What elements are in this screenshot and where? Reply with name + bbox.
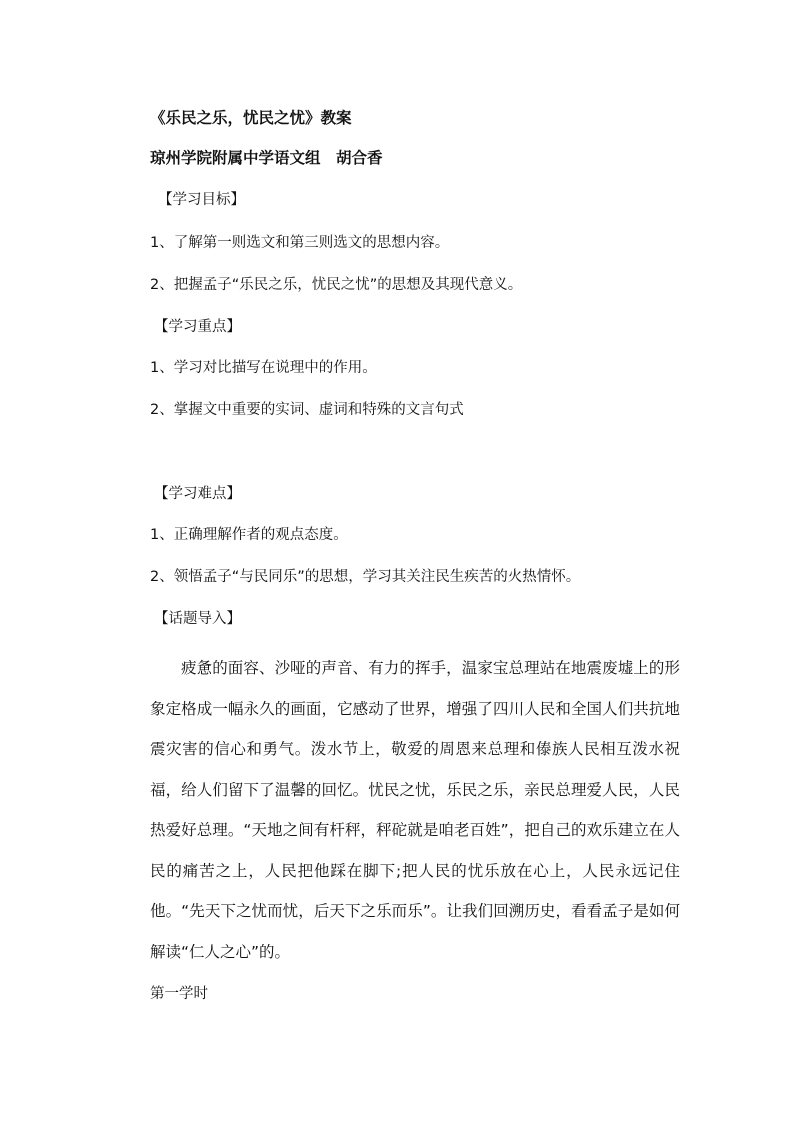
document-title: 《乐民之乐，忧民之忧》教案 [150, 109, 352, 127]
key-point-item: 1、学习对比描写在说理中的作用。 [150, 360, 377, 376]
intro-heading: 【话题导入】 [154, 611, 241, 627]
difficulty-item: 1、正确理解作者的观点态度。 [150, 527, 348, 543]
difficulties-heading: 【学习难点】 [154, 486, 241, 502]
objective-item: 2、把握孟子“乐民之乐，忧民之忧”的思想及其现代意义。 [150, 277, 523, 293]
intro-paragraph: 疲惫的面容、沙哑的声音、有力的挥手，温家宝总理站在地震废墟上的形象定格成一幅永久的画面，它感动了世界，增强了四川人民和全国人们共抗地震灾害的信心和勇气。泼水节上，敬爱的周恩来总理和傣族人民相互泼水祝福，给人们留下了温馨的回忆。忧民之忧，乐民之乐，亲民总理爱人民，人民热爱好总理。“天地之间有杆秤，秤砣就是咱老百姓”，把自己的欢乐建立在人民的痛苦之上，人民把他踩在脚下;把人民的忧乐放在心上，人民永远记住他。“先天下之忧而忧，后天下之乐而乐”。让我们回溯历史，看看孟子是如何解读“仁人之心”的。 [150, 659, 680, 961]
objectives-heading: 【学习目标】 [158, 192, 245, 208]
difficulty-item: 2、领悟孟子“与民同乐”的思想，学习其关注民生疾苦的火热情怀。 [150, 569, 581, 585]
objective-item: 1、了解第一则选文和第三则选文的思想内容。 [150, 235, 450, 251]
key-points-heading: 【学习重点】 [154, 319, 241, 335]
key-point-item: 2、掌握文中重要的实词、虚词和特殊的文言句式 [150, 402, 464, 418]
author-line: 琼州学院附属中学语文组 胡合香 [150, 149, 383, 167]
period-label: 第一学时 [150, 986, 208, 1002]
